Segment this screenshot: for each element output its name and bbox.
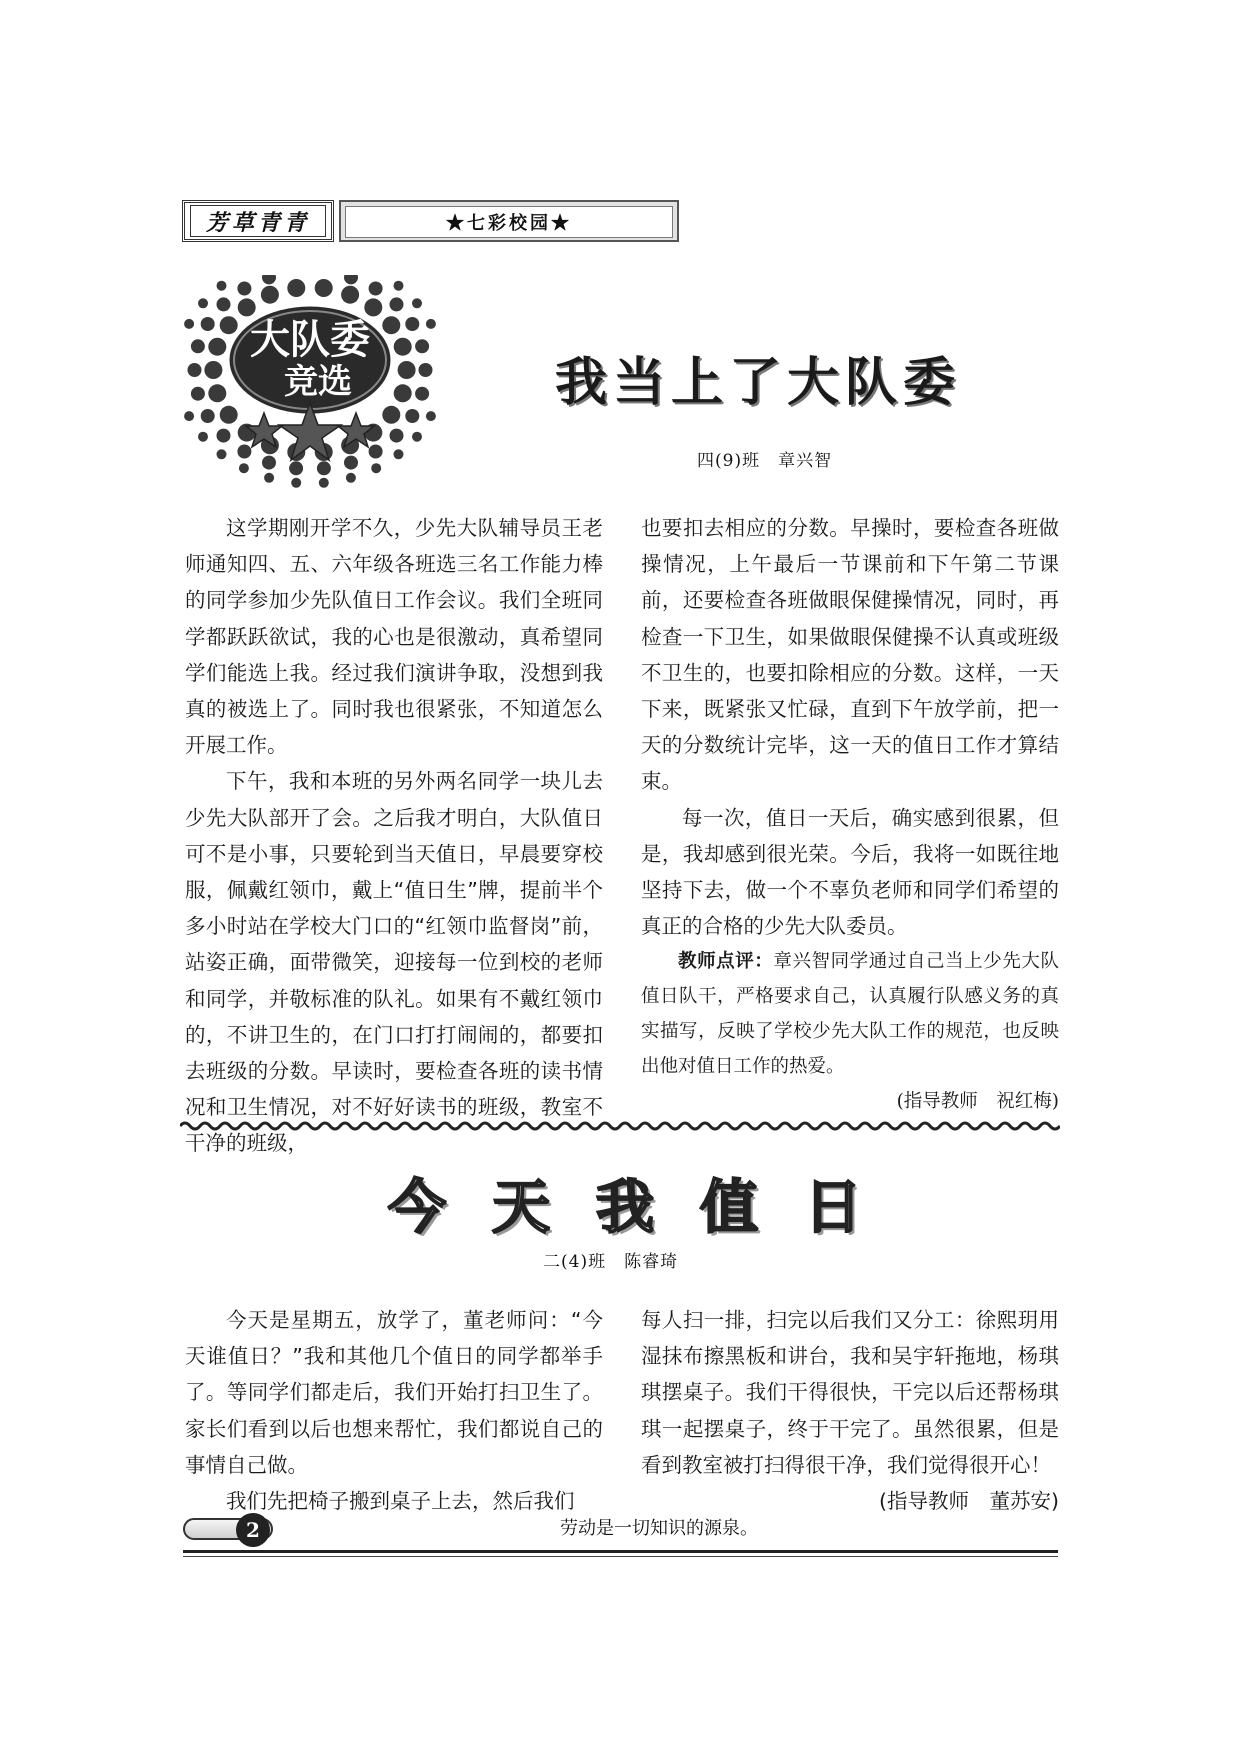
article2-title: 今天我值日 xyxy=(388,1173,909,1241)
decor-dot xyxy=(289,461,303,475)
decor-dot xyxy=(261,286,279,304)
decor-dot xyxy=(217,429,231,443)
decor-dot xyxy=(198,432,208,442)
decor-dot xyxy=(237,445,251,459)
decor-dot xyxy=(346,473,356,483)
paragraph xyxy=(641,1302,1059,1514)
decor-dot xyxy=(217,281,227,291)
decor-dot xyxy=(198,298,208,308)
decor-dot xyxy=(201,317,215,331)
decor-dot xyxy=(394,449,404,459)
decor-dot xyxy=(394,281,404,291)
decor-dot xyxy=(419,363,433,377)
decor-dot xyxy=(184,319,194,329)
column-name: ★七彩校园★ xyxy=(345,206,673,238)
decor-dot xyxy=(426,411,436,421)
review-text: 章兴智同学通过自己当上少先大队值日队干，严格要求自己，认真履行队感义务的真实描写，反映了学校少先大队工作的规范，也反映出他对值日工作的热爱。 xyxy=(641,951,1059,1078)
decor-dot xyxy=(191,387,205,401)
decor-dot xyxy=(415,387,429,401)
paragraph: 这学期刚开学不久，少先大队辅导员王老师通知四、五、六年级各班选三名工作能力棒的同学参加少先队值日工作会议。我们全班同学都跃跃欲试，我的心也是很激动，真希望同学们能选上我。经过我们演讲争取，没想到我真的被选上了。同时我也很紧张，不知道怎么开展工作。 xyxy=(185,516,603,758)
article2-right-column xyxy=(641,1302,1059,1519)
decor-dot xyxy=(204,361,222,379)
footer-motto: 劳动是一切知识的源泉。 xyxy=(560,1518,758,1539)
review-label: 教师点评： xyxy=(678,951,774,973)
decor-dot xyxy=(412,432,422,442)
decor-dot xyxy=(208,384,226,402)
decor-dot xyxy=(398,361,416,379)
column-name-box xyxy=(339,200,679,242)
decor-dot xyxy=(319,478,329,488)
election-emblem-graphic xyxy=(180,275,440,515)
decor-dot xyxy=(405,317,419,331)
decor-dot xyxy=(394,384,412,402)
decor-dot xyxy=(264,473,274,483)
decor-dot xyxy=(415,339,429,353)
section-name-box xyxy=(182,200,334,242)
decor-dot xyxy=(237,282,251,296)
decor-dot xyxy=(262,456,276,470)
decor-dot xyxy=(239,463,249,473)
article1-left-column xyxy=(185,510,603,1162)
article2-teacher: (指导教师 董苏安) xyxy=(879,1489,1059,1514)
decor-dot xyxy=(344,456,358,470)
decor-dot xyxy=(220,406,238,424)
decor-dot xyxy=(369,445,383,459)
teacher-review xyxy=(641,944,1059,1084)
decor-dot xyxy=(238,298,256,316)
article1-right-column xyxy=(641,510,1059,1119)
decor-dot xyxy=(201,409,215,423)
emblem-text-bottom: 竞选 xyxy=(284,362,352,402)
decor-dot xyxy=(208,338,226,356)
decor-dot xyxy=(287,279,305,297)
article1-byline: 四(9)班 章兴智 xyxy=(697,451,833,471)
decor-dot xyxy=(220,316,238,334)
decor-dot xyxy=(344,275,358,284)
paragraph: 我们先把椅子搬到桌子上去，然后我们 xyxy=(226,1489,575,1514)
decor-dot xyxy=(364,298,382,316)
decor-dot xyxy=(191,339,205,353)
decor-dot xyxy=(188,363,202,377)
section-name: 芳草青青 xyxy=(190,205,326,237)
paragraph: 下午，我和本班的另外两名同学一块儿去少先大队部开了会。之后我才明白，大队值日可不是小事，只要轮到当天值日，早晨要穿校服，佩戴红领巾，戴上“值日生”牌，提前半个多小时站在学校大门口的“红领巾监督岗”前，站姿正确，面带微笑，迎接每一位到校的老师和同学，并敬标准的队礼。如果有不戴红领巾的，不讲卫生的，在门口打打闹闹的，都要扣去班级的分数。早读时，要检查各班的读书情况和卫生情况，对不好好读书的班级，教室不干净的班级， xyxy=(185,769,603,1156)
decor-dot xyxy=(217,297,231,311)
decor-dot xyxy=(390,297,404,311)
decor-dot xyxy=(315,279,333,297)
footer-rule xyxy=(183,1550,1058,1553)
decor-dot xyxy=(262,275,276,284)
emblem-text-top: 大队委 xyxy=(250,317,370,363)
paragraph: 每一次，值日一天后，确实感到很累，但是，我却感到很光荣。今后，我将一如既往地坚持下去，做一个不辜负老师和同学们希望的真正的合格的少先大队委员。 xyxy=(641,805,1059,939)
decor-dot xyxy=(394,338,412,356)
paragraph: 也要扣去相应的分数。早操时，要检查各班做操情况，上午最后一节课前和下午第二节课前，还要检查各班做眼保健操情况，同时，再检查一下卫生，如果做眼保健操不认真或班级不卫生的，也要扣除相应的分数。这样，一天下来，既紧张又忙碌，直到下午放学前，把一天的分数统计完毕，这一天的值日工作才算结束。 xyxy=(641,516,1059,794)
decor-dot xyxy=(217,449,227,459)
paragraph: 今天是星期五，放学了，董老师问：“今天谁值日？”我和其他几个值日的同学都举手了。等同学们都走后，我们开始打扫卫生了。家长们看到以后也想来帮忙，我们都说自己的事情自己做。 xyxy=(185,1308,603,1477)
decor-dot xyxy=(369,282,383,296)
decor-dot xyxy=(426,319,436,329)
decor-dot xyxy=(405,409,419,423)
decor-dot xyxy=(341,286,359,304)
wavy-divider xyxy=(180,1120,1060,1132)
decor-dot xyxy=(412,298,422,308)
article1-title: 我当上了大队委 xyxy=(555,353,962,413)
decor-dot xyxy=(382,406,400,424)
decor-dot xyxy=(371,463,381,473)
footer-rule-thin xyxy=(183,1556,1058,1557)
page-number: 2 xyxy=(236,1513,270,1547)
decor-dot xyxy=(382,316,400,334)
decor-dot xyxy=(317,461,331,475)
decor-dot xyxy=(291,478,301,488)
article2-byline: 二(4)班 陈睿琦 xyxy=(543,1252,679,1272)
article2-left-column xyxy=(185,1302,603,1519)
decor-dot xyxy=(184,411,194,421)
article1-teacher: (指导教师 祝红梅) xyxy=(896,1091,1059,1113)
decor-dot xyxy=(390,429,404,443)
paragraph-text: 每人扫一排，扫完以后我们又分工：徐熙玥用湿抹布擦黑板和讲台，我和吴宇轩拖地，杨琪琪摆桌子。我们干得很快，干完以后还帮杨琪琪一起摆桌子，终于干完了。虽然很累，但是看到教室被打扫得很干净，我们觉得很开心！ xyxy=(641,1308,1059,1477)
